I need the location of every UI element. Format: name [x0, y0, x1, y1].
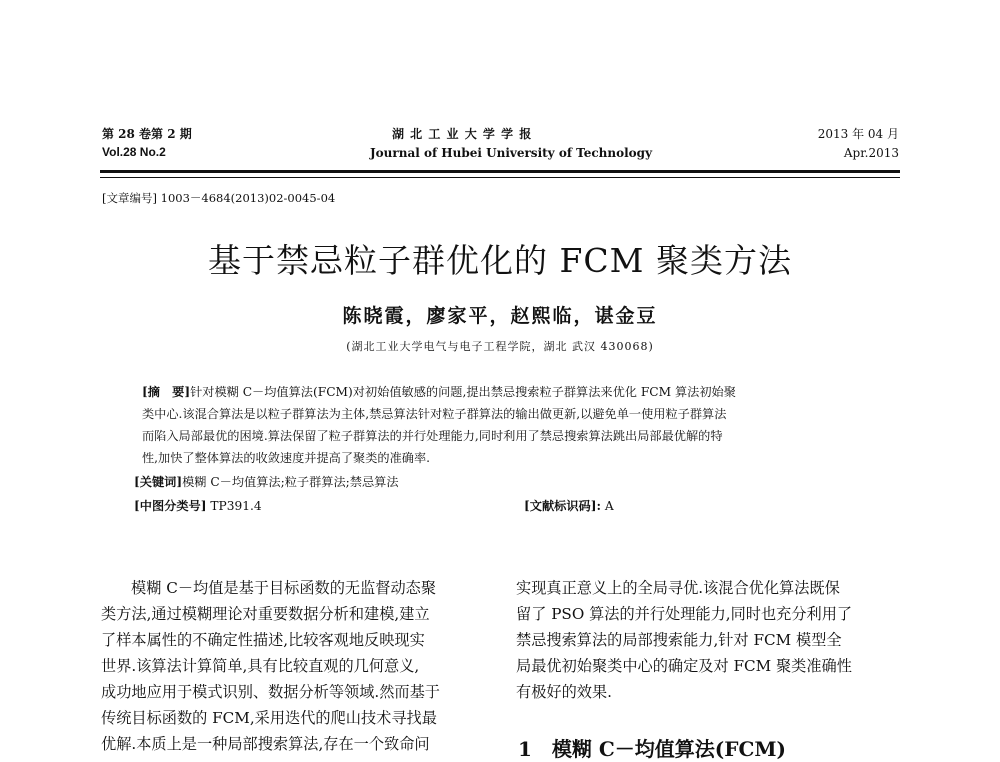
publish-date-cn: 2013 年 04 月: [817, 127, 899, 141]
body-left-line-2: 类方法,通过模糊理论对重要数据分析和建模,建立: [101, 605, 430, 623]
body-left-line-7: 优解.本质上是一种局部搜索算法,存在一个致命问: [101, 735, 430, 753]
abstract-line-4: 性,加快了整体算法的收敛速度并提高了聚类的准确率.: [142, 451, 431, 465]
section-heading: 1 模糊 C－均值算法(FCM): [518, 737, 786, 761]
document-code-text: A: [604, 499, 614, 513]
journal-issue-en: Vol.28 No.2: [102, 145, 166, 159]
keywords-line: [134, 473, 399, 490]
body-right-line-5: 有极好的效果.: [516, 683, 612, 701]
header-rule-thin: [100, 177, 900, 178]
classification-text: TP391.4: [210, 499, 262, 513]
abstract-line-2: 类中心.该混合算法是以粒子群算法为主体,禁忌算法针对粒子群算法的输出做更新,以避免单一使用粒子群算法: [142, 407, 727, 421]
body-left-line-1: 模糊 C－均值是基于目标函数的无监督动态聚: [131, 579, 437, 597]
body-left-line-4: 世界.该算法计算简单,具有比较直观的几何意义,: [101, 657, 420, 675]
paper-authors: 陈晓霞，廖家平，赵熙临，谌金豆: [342, 305, 658, 327]
abstract-label: [摘 要]: [142, 385, 191, 399]
body-left-line-6: 传统目标函数的 FCM,采用迭代的爬山技术寻找最: [101, 709, 437, 727]
paper-title: 基于禁忌粒子群优化的 FCM 聚类方法: [208, 241, 792, 280]
body-right-line-1: 实现真正意义上的全局寻优.该混合优化算法既保: [516, 579, 840, 597]
document-code-label: [文献标识码]:: [524, 499, 601, 513]
journal-name-cn: 湖 北 工 业 大 学 学 报: [392, 127, 533, 141]
classification-line: [134, 497, 262, 514]
body-left-line-3: 了样本属性的不确定性描述,比较客观地反映现实: [101, 631, 425, 649]
author-affiliation: (湖北工业大学电气与电子工程学院，湖北 武汉 430068): [346, 340, 654, 353]
body-right-line-2: 留了 PSO 算法的并行处理能力,同时也充分利用了: [516, 605, 853, 623]
abstract-line-1: [142, 383, 736, 400]
abstract-line-3: 而陷入局部最优的困境.算法保留了粒子群算法的并行处理能力,同时利用了禁忌搜索算法跳出局部最优解的特: [142, 429, 723, 443]
document-code-line: [524, 497, 614, 514]
journal-issue-cn: 第 28 卷第 2 期: [102, 127, 192, 141]
keywords-text: 模糊 C－均值算法;粒子群算法;禁忌算法: [182, 475, 399, 489]
classification-label: [中图分类号]: [134, 499, 207, 513]
publish-date-en: Apr.2013: [843, 146, 899, 160]
body-right-line-3: 禁忌搜索算法的局部搜索能力,针对 FCM 模型全: [516, 631, 842, 649]
body-left-line-5: 成功地应用于模式识别、数据分析等领域.然而基于: [101, 683, 440, 701]
header-rule-thick: [100, 170, 900, 173]
journal-name-en: Journal of Hubei University of Technology: [370, 146, 653, 160]
abstract-text-1: 针对模糊 C－均值算法(FCM)对初始值敏感的问题,提出禁忌搜索粒子群算法来优化 FCM 算法初始聚: [190, 385, 736, 399]
keywords-label: [关键词]: [134, 475, 183, 489]
article-number: [文章编号] 1003－4684(2013)02-0045-04: [102, 191, 336, 205]
body-right-line-4: 局最优初始聚类中心的确定及对 FCM 聚类准确性: [516, 657, 852, 675]
